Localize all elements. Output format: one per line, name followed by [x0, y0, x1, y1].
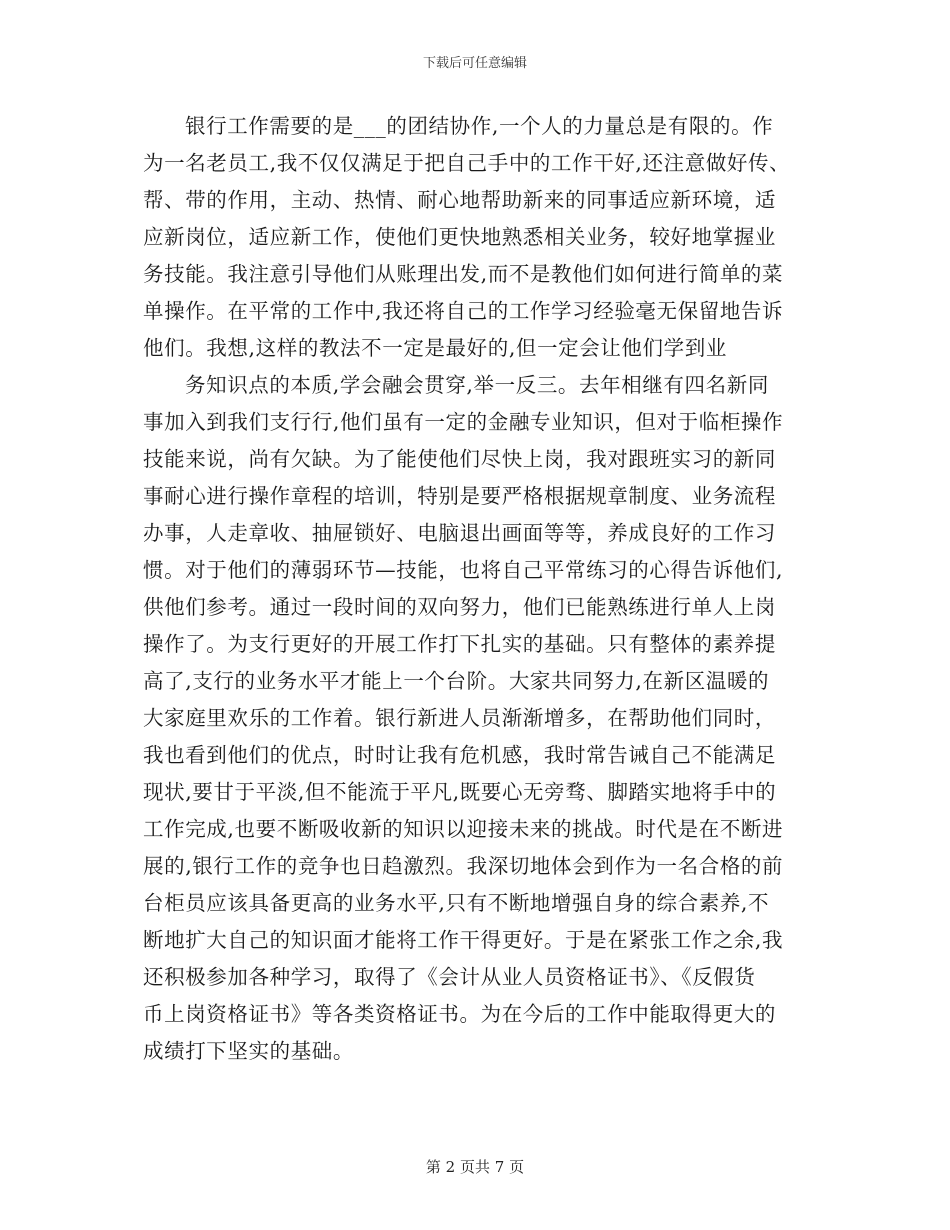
paragraph-line: 台柜员应该具备更高的业务水平,只有不断地增强自身的综合素养,不: [143, 891, 770, 915]
paragraph-line: 操作了。为支行更好的开展工作打下扎实的基础。只有整体的素养提: [143, 632, 776, 656]
paragraph-line: 供他们参考。通过一段时间的双向努力，他们已能熟练进行单人上岗: [143, 595, 776, 619]
paragraph-line: 还积极参加各种学习，取得了《会计从业人员资格证书》、《反假货: [143, 965, 756, 989]
paragraph-line: 事加入到我们支行行,他们虽有一定的金融专业知识，但对于临柜操作: [143, 410, 784, 434]
paragraph-line: 务知识点的本质,学会融会贯穿,举一反三。去年相继有四名新同: [185, 373, 769, 397]
paragraph-line: 大家庭里欢乐的工作着。银行新进人员渐渐增多，在帮助他们同时，: [143, 706, 776, 730]
paragraph-line: 单操作。在平常的工作中,我还将自己的工作学习经验毫无保留地告诉: [143, 299, 784, 323]
paragraph-line: 事耐心进行操作章程的培训，特别是要严格根据规章制度、业务流程: [143, 484, 776, 508]
paragraph-line: 技能来说，尚有欠缺。为了能使他们尽快上岗，我对跟班实习的新同: [143, 447, 776, 471]
page-number: 第 2 页共 7 页: [425, 1158, 525, 1176]
document-body: [143, 108, 811, 1070]
paragraph-line: 断地扩大自己的知识面才能将工作干得更好。于是在紧张工作之余,我: [143, 928, 784, 952]
paragraph-line: 高了,支行的业务水平才能上一个台阶。大家共同努力,在新区温暖的: [143, 669, 770, 693]
paragraph-line: 现状,要甘于平淡,但不能流于平凡,既要心无旁骛、脚踏实地将手中的: [143, 780, 777, 804]
paragraph-line: 帮、带的作用，主动、热情、耐心地帮助新来的同事适应新环境，适: [143, 188, 776, 212]
paragraph-line: 他们。我想,这样的教法不一定是最好的,但一定会让他们学到业: [143, 336, 727, 360]
paragraph-line: 我也看到他们的优点，时时让我有危机感，我时常告诫自己不能满足: [143, 743, 776, 767]
paragraph-line: 展的,银行工作的竞争也日趋激烈。我深切地体会到作为一名合格的前: [143, 854, 784, 878]
paragraph-line: 币上岗资格证书》等各类资格证书。为在今后的工作中能取得更大的: [143, 1002, 776, 1026]
page-header: 下载后可任意编辑: [422, 56, 527, 71]
paragraph-line: 惯。对于他们的薄弱环节—技能，也将自己平常练习的心得告诉他们,: [143, 558, 784, 582]
paragraph-line: 务技能。我注意引导他们从账理出发,而不是教他们如何进行简单的菜: [143, 262, 784, 286]
paragraph-line: 为一名老员工,我不仅仅满足于把自己手中的工作干好,还注意做好传、: [143, 151, 791, 175]
paragraph-line: 办事，人走章收、抽屉锁好、电脑退出画面等等，养成良好的工作习: [143, 521, 776, 545]
paragraph-line: 应新岗位，适应新工作，使他们更快地熟悉相关业务，较好地掌握业: [143, 225, 776, 249]
paragraph-line: 成绩打下坚实的基础。: [143, 1039, 354, 1063]
paragraph-line: 银行工作需要的是___的团结协作,一个人的力量总是有限的。作: [185, 114, 774, 138]
paragraph-line: 工作完成,也要不断吸收新的知识以迎接未来的挑战。时代是在不断进: [143, 817, 784, 841]
